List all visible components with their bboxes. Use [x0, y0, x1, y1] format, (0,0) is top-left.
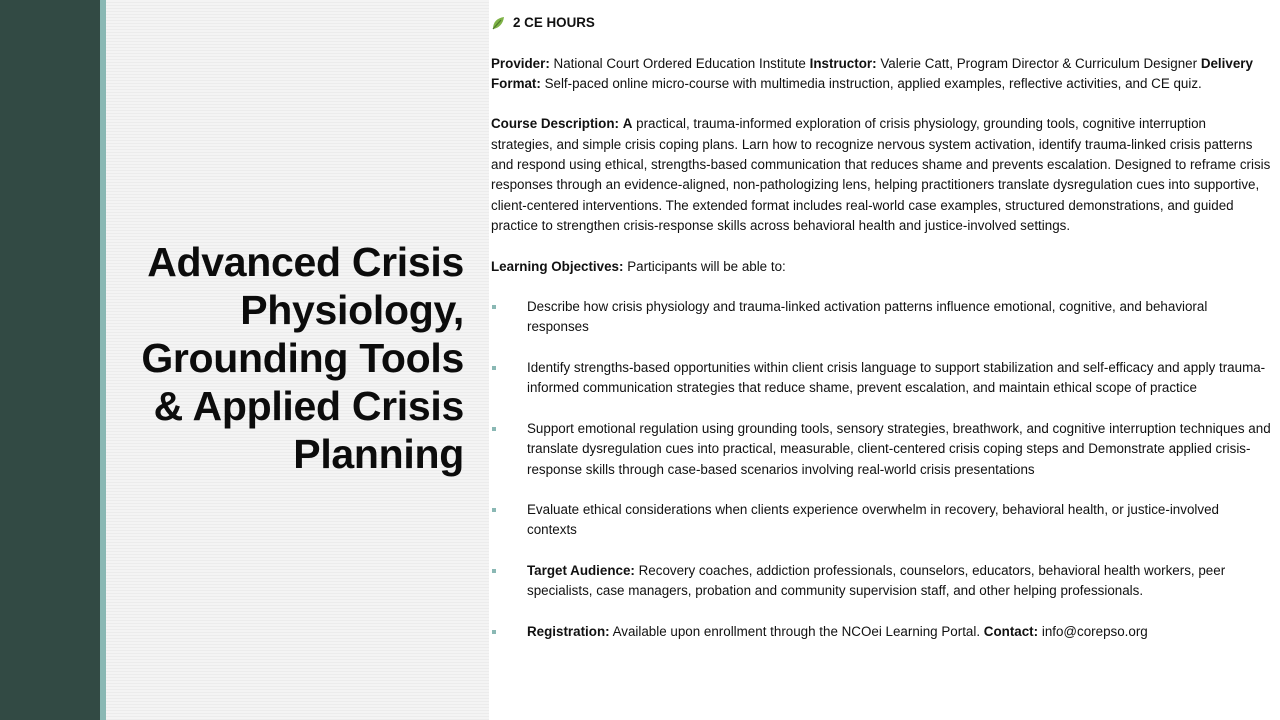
- description-lead: A: [622, 116, 633, 132]
- contact-label: Contact:: [983, 623, 1039, 639]
- description-text: practical, trauma-informed exploration of crisis physiology, grounding tools, cognitive interruption strategies, and simple crisis coping plans. Larn how to recognize nervous system activation, identify trauma-linked crisis patterns and respond using ethical, strengths-based communication that reduces shame and prevents escalation. Designed to reframe crisis responses through an evidence-aligned, non-pathologizing lens, helping practitioners translate dysregulation cues into supportive, client-centered interventions. The extended format includes real-world case examples, structured demonstrations, and guided practice to strengthen crisis-response skills across behavioral health and justice-involved settings.: [491, 116, 1271, 233]
- title-panel: [106, 0, 489, 720]
- bullet-icon: [492, 569, 496, 573]
- contact-email: info@corepso.org: [1041, 623, 1148, 639]
- objectives-label: Learning Objectives:: [491, 258, 624, 274]
- course-description: [491, 114, 1271, 236]
- provider-value: National Court Ordered Education Institute: [553, 55, 806, 71]
- audience-label: Target Audience:: [527, 563, 635, 579]
- instructor-label: Instructor:: [809, 55, 877, 71]
- audience-text: Recovery coaches, addiction professionals, counselors, educators, behavioral health workers, peer specialists, case managers, probation and community supervision staff, and other helping professionals.: [527, 563, 1226, 599]
- objective-text: Describe how crisis physiology and trauma-linked activation patterns influence emotional, cognitive, and behavioral responses: [527, 299, 1208, 335]
- objective-text: Identify strengths-based opportunities within client crisis language to support stabilization and self-efficacy and apply trauma-informed communication strategies that reduce shame, prevent escalation, and maintain ethical scope of practice: [527, 360, 1266, 396]
- list-item: [491, 419, 1271, 480]
- list-item: [491, 358, 1271, 399]
- bullet-icon: [492, 508, 496, 512]
- list-item: [491, 500, 1271, 541]
- registration-text: Available upon enrollment through the NCOei Learning Portal.: [612, 623, 981, 639]
- delivery-format-value: Self-paced online micro-course with multimedia instruction, applied examples, reflective activities, and CE quiz.: [544, 75, 1202, 91]
- bullet-icon: [492, 630, 496, 634]
- bullet-icon: [492, 305, 496, 309]
- objective-text: Support emotional regulation using grounding tools, sensory strategies, breathwork, and cognitive interruption techniques and translate dysregulation cues into practical, measurable, client-centered crisis coping steps and Demonstrate applied crisis-response skills through case-based scenarios involving real-world crisis presentations: [527, 420, 1271, 477]
- target-audience-item: [491, 561, 1271, 602]
- instructor-value: Valerie Catt, Program Director & Curriculum Designer: [880, 55, 1198, 71]
- ce-hours-line: [491, 13, 1271, 33]
- learning-objectives-heading: [491, 257, 1271, 277]
- ce-hours: 2 CE HOURS: [513, 15, 595, 30]
- provider-label: Provider:: [491, 55, 550, 71]
- course-details: [491, 13, 1271, 663]
- bullet-icon: [492, 366, 496, 370]
- objectives-list: [491, 297, 1271, 642]
- list-item: [491, 297, 1271, 338]
- bullet-icon: [492, 427, 496, 431]
- registration-label: Registration:: [527, 623, 610, 639]
- course-title: Advanced Crisis Physiology, Grounding Tools & Applied Crisis Planning: [141, 239, 464, 477]
- leaf-icon: [491, 16, 505, 30]
- objectives-intro: Participants will be able to:: [627, 258, 786, 274]
- delivery-format-label: Delivery Format:: [491, 55, 1253, 91]
- provider-block: [491, 54, 1271, 95]
- left-dark-band: [0, 0, 100, 720]
- objective-text: Evaluate ethical considerations when clients experience overwhelm in recovery, behavioral health, or justice-involved contexts: [527, 502, 1219, 538]
- description-label: Course Description:: [491, 116, 619, 132]
- registration-item: [491, 622, 1271, 642]
